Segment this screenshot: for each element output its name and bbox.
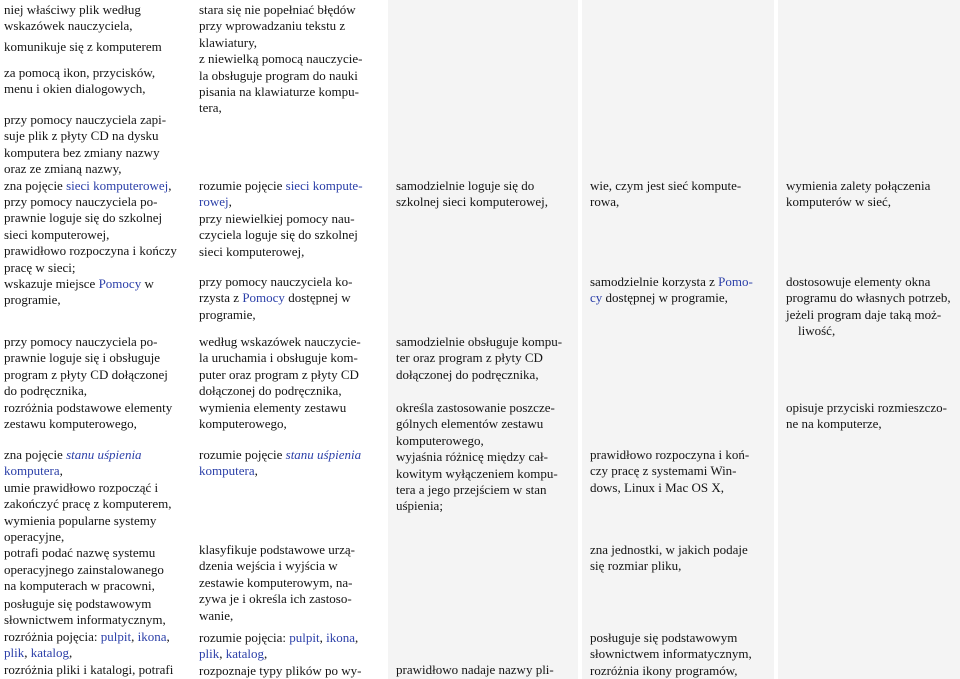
c2-block-0 xyxy=(199,2,363,117)
text-line: rozumie pojęcie stanu uśpienia xyxy=(199,447,362,462)
text-line: prawnie loguje się i obsługuje xyxy=(4,350,160,366)
text-line: czy pracę z systemami Win- xyxy=(590,463,737,479)
text-line: słownictwem informatycznym, xyxy=(590,646,752,662)
text-line: oraz ze zmianą nazwy, xyxy=(4,161,122,177)
c1-block-3 xyxy=(4,112,177,309)
text-line: komputerowego, xyxy=(199,416,287,432)
c3-block-2 xyxy=(396,400,558,515)
text-line: uśpienia; xyxy=(396,498,443,514)
c3-block-0 xyxy=(396,178,548,211)
text-line: rozróżnia pliki i katalogi, potrafi xyxy=(4,661,174,677)
text-line: samodzielnie loguje się do xyxy=(396,178,535,193)
text-line: wanie, xyxy=(199,607,234,623)
text-line: pracę w sieci; xyxy=(4,259,76,275)
text-line: zna pojęcie stanu uśpienia xyxy=(4,447,142,462)
c2-block-3 xyxy=(199,334,361,432)
text-line: zna pojęcie sieci komputerowej, xyxy=(4,177,172,193)
text-line: sieci komputerowej, xyxy=(4,226,110,242)
text-line: prawidłowo rozpoczyna i koń- xyxy=(590,447,750,462)
text-line: rozróżnia pojęcia: pulpit, ikona, xyxy=(4,628,170,644)
text-line: dostosowuje elementy okna xyxy=(786,274,931,289)
text-line: operacyjnego zainstalowanego xyxy=(4,561,164,577)
text-line: wyjaśnia różnicę między cał- xyxy=(396,449,548,465)
column-1 xyxy=(0,0,188,679)
text-line: tera, xyxy=(199,100,222,116)
c4-block-2 xyxy=(590,447,749,496)
column-4 xyxy=(582,0,774,679)
column-3 xyxy=(388,0,578,679)
text-line: programie, xyxy=(199,306,256,322)
text-line: przy pomocy nauczyciela po- xyxy=(4,194,158,210)
text-line: słownictwem informatycznym, xyxy=(4,612,166,628)
text-line: przy pomocy nauczyciela ko- xyxy=(199,274,353,289)
c4-block-1 xyxy=(590,274,753,307)
text-line: tera a jego przejściem w stan xyxy=(396,482,547,498)
c1-block-0 xyxy=(4,2,141,35)
text-line: stara się nie popełniać błędów xyxy=(199,2,356,17)
c4-block-3 xyxy=(590,542,748,575)
text-line: komunikuje się z komputerem xyxy=(4,39,162,54)
c4-block-0 xyxy=(590,178,741,211)
text-line: komputerów w sieć, xyxy=(786,194,892,210)
text-line: umie prawidłowo rozpocząć i xyxy=(4,479,159,495)
text-line: rozróżnia podstawowe elementy xyxy=(4,399,173,415)
text-line: ter oraz program z płyty CD xyxy=(396,350,543,366)
text-line: zestawie komputerowym, na- xyxy=(199,574,353,590)
text-line: dołączonej do podręcznika, xyxy=(199,383,342,399)
text-line: rozumie pojęcia: pulpit, ikona, xyxy=(199,630,359,645)
text-line: programie, xyxy=(4,292,61,308)
text-line: jeżeli program daje taką moż- xyxy=(786,306,942,322)
c1-block-4 xyxy=(4,334,172,432)
c5-block-1 xyxy=(786,274,951,340)
text-line: programu do własnych potrzeb, xyxy=(786,290,951,306)
text-line: samodzielnie korzysta z Pomo- xyxy=(590,274,753,289)
text-line: menu i okien dialogowych, xyxy=(4,81,146,97)
c1-block-5 xyxy=(4,447,171,595)
text-line: dołączonej do podręcznika, xyxy=(396,366,539,382)
text-line: opisuje przyciski rozmieszczo- xyxy=(786,400,947,415)
text-line: na komputerach w pracowni, xyxy=(4,578,155,594)
text-line: się rozmiar pliku, xyxy=(590,558,682,574)
text-line: komputera, xyxy=(4,463,63,479)
c4-block-4 xyxy=(590,630,752,679)
text-line: gólnych elementów zestawu xyxy=(396,416,544,432)
text-line: komputera bez zmiany nazwy xyxy=(4,144,160,160)
text-line: puter oraz program z płyty CD xyxy=(199,366,359,382)
text-line: do podręcznika, xyxy=(4,383,88,399)
text-line: rozumie pojęcie sieci kompute- xyxy=(199,178,363,193)
column-5 xyxy=(778,0,960,679)
text-line: prawidłowo nadaje nazwy pli- xyxy=(396,662,554,677)
text-line: rowa, xyxy=(590,194,620,210)
text-line: dows, Linux i Mac OS X, xyxy=(590,479,724,495)
text-line: rzysta z Pomocy dostępnej w xyxy=(199,290,351,306)
text-line: zakończyć pracę z komputerem, xyxy=(4,496,172,512)
c5-block-2 xyxy=(786,400,947,433)
text-line: potrafi podać nazwę systemu xyxy=(4,545,156,561)
c3-block-1 xyxy=(396,334,562,383)
column-2 xyxy=(195,0,383,679)
text-line: zywa je i określa ich zastoso- xyxy=(199,591,352,607)
text-line: operacyjne, xyxy=(4,529,65,545)
text-line: czyciela loguje się do szkolnej xyxy=(199,227,358,243)
text-line: samodzielnie obsługuje kompu- xyxy=(396,334,563,349)
text-line: wymienia popularne systemy xyxy=(4,512,157,528)
text-line: przy pomocy nauczyciela po- xyxy=(4,334,158,349)
text-line: za pomocą ikon, przycisków, xyxy=(4,65,156,80)
text-line: pisania na klawiaturze kompu- xyxy=(199,84,359,100)
text-line: rozpoznaje typy plików po wy- xyxy=(199,662,362,678)
text-line: zestawu komputerowego, xyxy=(4,416,137,432)
text-line: kowitym wyłączeniem kompu- xyxy=(396,465,558,481)
text-line: przy wprowadzaniu tekstu z xyxy=(199,18,346,34)
text-line: plik, katalog, xyxy=(4,645,73,661)
text-line: przy pomocy nauczyciela zapi- xyxy=(4,112,167,127)
text-line: cy dostępnej w programie, xyxy=(590,290,728,306)
text-line: wymienia zalety połączenia xyxy=(786,178,931,193)
text-line: komputera, xyxy=(199,463,258,479)
c1-block-6 xyxy=(4,596,173,678)
text-line: prawidłowo rozpoczyna i kończy xyxy=(4,243,177,259)
text-line: program z płyty CD dołączonej xyxy=(4,366,168,382)
text-line: wskazówek nauczyciela, xyxy=(4,18,133,34)
text-line: rozróżnia ikony programów, xyxy=(590,662,738,678)
text-line: określa zastosowanie poszcze- xyxy=(396,400,555,415)
text-line: wskazuje miejsce Pomocy w xyxy=(4,276,154,292)
text-line: wie, czym jest sieć kompute- xyxy=(590,178,742,193)
text-line: zna jednostki, w jakich podaje xyxy=(590,542,748,557)
text-line: z niewielką pomocą nauczycie- xyxy=(199,51,363,67)
text-line: klasyfikuje podstawowe urzą- xyxy=(199,542,355,557)
c2-block-1 xyxy=(199,178,363,260)
c2-block-4 xyxy=(199,447,361,480)
text-line: prawnie loguje się do szkolnej xyxy=(4,210,163,226)
text-line: suje plik z płyty CD na dysku xyxy=(4,128,159,144)
c3-block-3 xyxy=(396,662,554,678)
c2-block-2 xyxy=(199,274,352,323)
text-line: komputerowego, xyxy=(396,432,484,448)
text-line: rowej, xyxy=(199,194,232,210)
text-line: plik, katalog, xyxy=(199,646,268,662)
c1-block-1 xyxy=(4,39,162,55)
text-line: niej właściwy plik według xyxy=(4,2,141,17)
text-line: szkolnej sieci komputerowej, xyxy=(396,194,548,210)
text-line: wymienia elementy zestawu xyxy=(199,399,347,415)
c1-block-2 xyxy=(4,65,155,98)
c2-block-6 xyxy=(199,630,361,679)
text-line: przy niewielkiej pomocy nau- xyxy=(199,210,355,226)
text-line: klawiatury, xyxy=(199,34,257,50)
text-line: posługuje się podstawowym xyxy=(590,630,738,645)
text-line: sieci komputerowej, xyxy=(199,243,305,259)
text-line: dzenia wejścia i wyjścia w xyxy=(199,558,338,574)
c2-block-5 xyxy=(199,542,355,624)
text-line: la obsługuje program do nauki xyxy=(199,67,358,83)
text-line: liwość, xyxy=(798,323,836,339)
text-line: posługuje się podstawowym xyxy=(4,596,152,611)
c5-block-0 xyxy=(786,178,930,211)
text-line: ne na komputerze, xyxy=(786,416,882,432)
text-line: la uruchamia i obsługuje kom- xyxy=(199,350,358,366)
text-line: według wskazówek nauczycie- xyxy=(199,334,361,349)
